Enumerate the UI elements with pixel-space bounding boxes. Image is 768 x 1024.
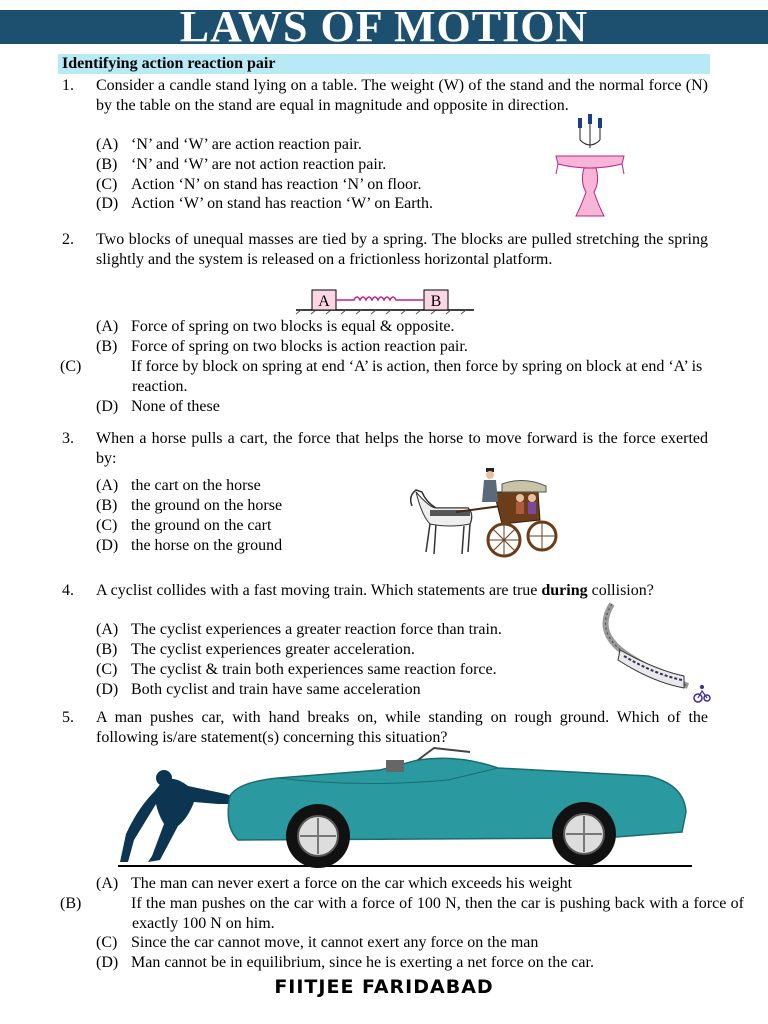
option-d[interactable] xyxy=(96,536,282,556)
option-b[interactable] xyxy=(96,337,468,357)
option-label: (C) xyxy=(60,358,82,375)
option-label: (A) xyxy=(96,136,119,153)
option-label: (A) xyxy=(96,875,119,892)
option-a[interactable] xyxy=(96,135,362,155)
stem-emphasis: during xyxy=(541,582,588,599)
option-text: If the man pushes on the car with a force of 100 N, then the car is pushing back with a force of exactly 100 N on him. xyxy=(131,895,744,932)
option-d[interactable] xyxy=(96,397,220,417)
question-stem: Consider a candle stand lying on a table. The weight (W) of the stand and the normal force (N) by the table on the stand are equal in magnitude and opposite in direction. xyxy=(96,77,708,114)
option-b[interactable] xyxy=(96,155,386,175)
option-text: ‘N’ and ‘W’ are action reaction pair. xyxy=(131,136,362,153)
block-a-label: A xyxy=(318,293,330,310)
option-text: Man cannot be in equilibrium, since he is exerting a net force on the car. xyxy=(131,954,594,971)
option-a[interactable] xyxy=(96,620,502,640)
question-stem: Two blocks of unequal masses are tied by a spring. The blocks are pulled stretching the spring slightly and the system is released on a frictionless horizontal platform. xyxy=(96,231,708,268)
option-text: None of these xyxy=(131,398,220,415)
page-title: LAWS OF MOTION xyxy=(0,10,768,44)
option-c[interactable] xyxy=(96,933,538,953)
option-label: (C) xyxy=(96,934,118,951)
option-label: (C) xyxy=(96,661,118,678)
option-b[interactable] xyxy=(96,496,282,516)
block-b-label: B xyxy=(430,293,442,310)
option-text: the ground on the horse xyxy=(131,497,283,514)
option-text: Both cyclist and train have same acceleration xyxy=(131,681,421,698)
question-number: 3. xyxy=(62,430,74,447)
section-heading: Identifying action reaction pair xyxy=(58,54,710,74)
option-label: (B) xyxy=(96,497,118,514)
question-number: 1. xyxy=(62,77,74,94)
question-stem: When a horse pulls a cart, the force that helps the horse to move forward is the force exerted by: xyxy=(96,430,708,467)
option-label: (D) xyxy=(96,954,119,971)
option-label: (B) xyxy=(96,641,118,658)
option-text: The cyclist experiences greater acceleration. xyxy=(131,641,415,658)
option-label: (B) xyxy=(60,895,82,912)
question-number: 4. xyxy=(62,582,74,599)
option-label: (D) xyxy=(96,398,119,415)
horse-cart-figure xyxy=(406,462,558,568)
option-d[interactable] xyxy=(96,194,433,214)
option-text: Force of spring on two blocks is action reaction pair. xyxy=(131,338,468,355)
option-b[interactable] xyxy=(96,640,415,660)
option-text: The cyclist & train both experiences same reaction force. xyxy=(131,661,497,678)
option-text: the cart on the horse xyxy=(131,477,261,494)
option-text: If force by block on spring at end ‘A’ is action, then force by spring on block at end ‘A’ is reaction. xyxy=(131,358,703,395)
option-text: The man can never exert a force on the car which exceeds his weight xyxy=(131,875,573,892)
option-text: Since the car cannot move, it cannot exert any force on the man xyxy=(131,934,539,951)
option-label: (A) xyxy=(96,477,119,494)
option-label: (C) xyxy=(96,517,118,534)
option-text: the horse on the ground xyxy=(131,537,283,554)
option-label: (C) xyxy=(96,176,118,193)
option-c[interactable] xyxy=(96,660,497,680)
option-a[interactable] xyxy=(96,317,455,337)
option-label: (B) xyxy=(96,338,118,355)
option-c[interactable] xyxy=(96,175,421,195)
option-b[interactable] xyxy=(60,894,744,934)
option-text: Action ‘N’ on stand has reaction ‘N’ on floor. xyxy=(131,176,422,193)
option-text: ‘N’ and ‘W’ are not action reaction pair. xyxy=(131,156,387,173)
option-c[interactable] xyxy=(96,516,271,536)
option-d[interactable] xyxy=(96,680,421,700)
option-a[interactable] xyxy=(96,874,572,894)
spring-blocks-figure xyxy=(296,288,476,314)
option-text: Action ‘W’ on stand has reaction ‘W’ on Earth. xyxy=(131,195,433,212)
option-label: (D) xyxy=(96,681,119,698)
question-number: 2. xyxy=(62,231,74,248)
question-number: 5. xyxy=(62,709,74,726)
option-label: (B) xyxy=(96,156,118,173)
stem-text: collision? xyxy=(587,582,654,599)
option-d[interactable] xyxy=(96,953,594,973)
option-a[interactable] xyxy=(96,476,261,496)
stem-text: A cyclist collides with a fast moving train. Which statements are true xyxy=(96,582,542,599)
question-stem: A man pushes car, with hand breaks on, while standing on rough ground. Which of the following is/are statement(s) concerning this situation? xyxy=(96,709,708,746)
train-cyclist-figure xyxy=(596,604,710,708)
footer-branding: FIITJEE FARIDABAD xyxy=(274,976,494,998)
option-label: (A) xyxy=(96,318,119,335)
candle-stand-figure xyxy=(550,112,630,222)
question-stem xyxy=(96,581,708,601)
option-text: the ground on the cart xyxy=(131,517,272,534)
option-label: (D) xyxy=(96,537,119,554)
option-text: The cyclist experiences a greater reaction force than train. xyxy=(131,621,502,638)
man-pushing-car-figure xyxy=(118,748,692,870)
option-label: (D) xyxy=(96,195,119,212)
option-label: (A) xyxy=(96,621,119,638)
option-c[interactable] xyxy=(60,357,732,397)
option-text: Force of spring on two blocks is equal & opposite. xyxy=(131,318,455,335)
